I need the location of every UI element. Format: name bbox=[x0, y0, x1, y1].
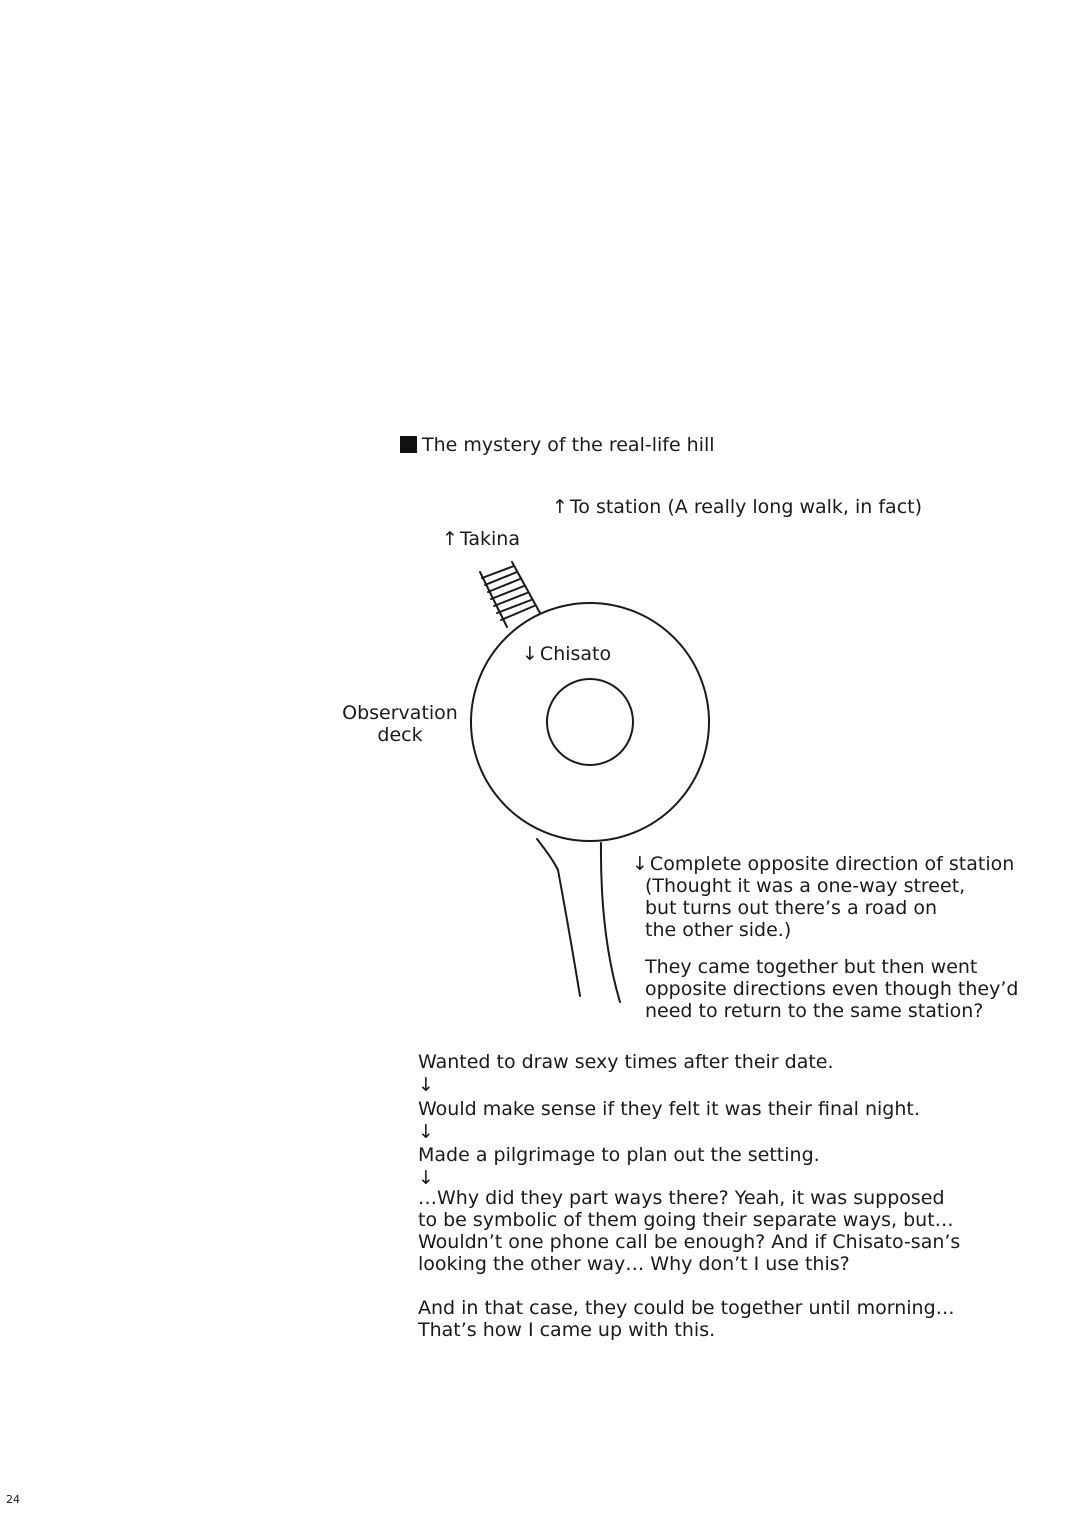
hill-outer-loop bbox=[471, 603, 709, 841]
page-number: 24 bbox=[6, 1493, 20, 1506]
down-arrow-icon: ↓ bbox=[418, 1074, 434, 1096]
heading-text: The mystery of the real-life hill bbox=[422, 434, 715, 456]
same-station-question: They came together but then went opposite directions even though they’d need to return to the same station? bbox=[645, 956, 1019, 1022]
label-chisato: ↓ Chisato bbox=[522, 643, 612, 665]
up-arrow-icon: ↑ bbox=[442, 528, 458, 550]
stairs-path bbox=[480, 562, 540, 627]
down-arrow-icon: ↓ bbox=[418, 1121, 434, 1143]
label-takina: ↑ Takina bbox=[442, 528, 520, 550]
opposite-direction-note: ↓ Complete opposite direction of station (Thought it was a one-way street, but turns out there’s a road on the other side.) bbox=[632, 853, 1015, 941]
road-left-edge bbox=[537, 839, 580, 996]
reflection-paragraph: …Why did they part ways there? Yeah, it was supposed to be symbolic of them going their separate ways, but… Wouldn’t one phone call be enough? And if Chisato-san’s looking the other way… Why don’t I use this? bbox=[418, 1187, 961, 1275]
step-2: Would make sense if they felt it was their final night. bbox=[418, 1098, 920, 1120]
step-3: Made a pilgrimage to plan out the setting. bbox=[418, 1144, 820, 1166]
hill-inner-summit bbox=[547, 679, 633, 765]
road-right-edge bbox=[601, 843, 620, 1002]
down-arrow-icon: ↓ bbox=[632, 853, 648, 875]
step-1: Wanted to draw sexy times after their date. bbox=[418, 1051, 834, 1073]
down-arrow-icon: ↓ bbox=[522, 643, 538, 665]
label-observation-deck: Observation deck bbox=[342, 702, 458, 746]
label-to-station: ↑ To station (A really long walk, in fact) bbox=[552, 496, 922, 518]
up-arrow-icon: ↑ bbox=[552, 496, 568, 518]
conclusion-paragraph: And in that case, they could be together until morning… That’s how I came up with this. bbox=[418, 1297, 955, 1341]
down-arrow-icon: ↓ bbox=[418, 1167, 434, 1189]
